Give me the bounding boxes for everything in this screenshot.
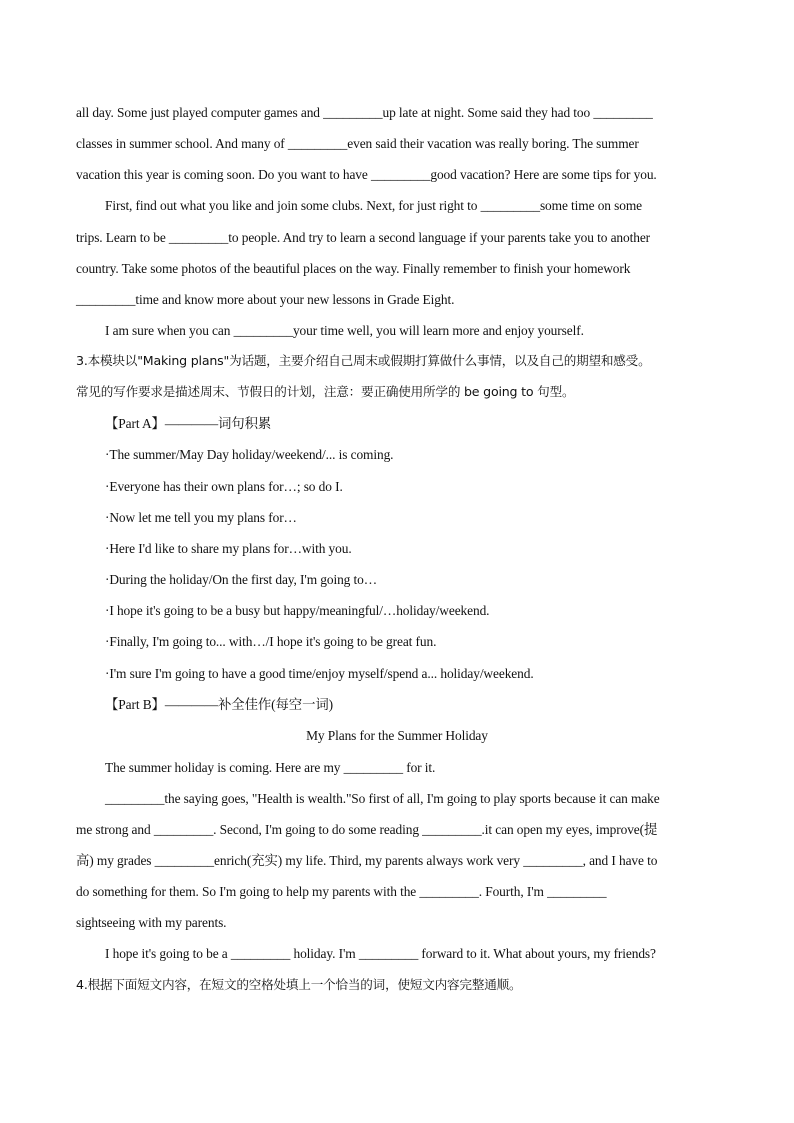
essay-line: sightseeing with my parents.	[76, 915, 227, 930]
part-a-item: ·Finally, I'm going to... with…/I hope it's going to be great fun.	[105, 634, 437, 649]
part-a-item: ·I hope it's going to be a busy but happy/meaningful/…holiday/weekend.	[105, 603, 490, 618]
essay-title: My Plans for the Summer Holiday	[306, 728, 488, 743]
essay-line: me strong and _________. Second, I'm going to do some reading _________.it can open my eyes, improve(提	[76, 822, 658, 837]
essay-line: I hope it's going to be a _________ holiday. I'm _________ forward to it. What about yours, my friends?	[105, 946, 656, 961]
passage-line: I am sure when you can _________your time well, you will learn more and enjoy yourself.	[105, 323, 584, 338]
essay-line: The summer holiday is coming. Here are my _________ for it.	[105, 760, 436, 775]
passage-line: all day. Some just played computer games and _________up late at night. Some said they had too _________	[76, 105, 653, 120]
essay-line: do something for them. So I'm going to help my parents with the _________. Fourth, I'm _________	[76, 884, 607, 899]
part-a-item: ·Now let me tell you my plans for…	[105, 510, 297, 525]
passage-line: trips. Learn to be _________to people. And try to learn a second language if your parents take you to another	[76, 230, 651, 245]
section-4-instruction: 4.根据下面短文内容，在短文的空格处填上一个恰当的词，使短文内容完整通顺。	[76, 977, 522, 992]
passage-line: First, find out what you like and join some clubs. Next, for just right to _________some time on some	[105, 198, 643, 213]
part-a-item: ·During the holiday/On the first day, I'm going to…	[105, 572, 378, 587]
part-a-item: ·Here I'd like to share my plans for…with you.	[105, 541, 352, 556]
section-3-instruction: 常见的写作要求是描述周末、节假日的计划，注意：要正确使用所学的 be going to 句型。	[76, 384, 575, 399]
section-3-instruction: 3.本模块以"Making plans"为话题，主要介绍自己周末或假期打算做什么事情，以及自己的期望和感受。	[76, 353, 651, 368]
part-b-heading: 【Part B】————补全佳作(每空一词)	[105, 697, 334, 712]
part-a-item: ·I'm sure I'm going to have a good time/enjoy myself/spend a... holiday/weekend.	[105, 666, 534, 681]
passage-line: country. Take some photos of the beautiful places on the way. Finally remember to finish your homework	[76, 261, 631, 276]
part-a-item: ·Everyone has their own plans for…; so do I.	[105, 479, 343, 494]
passage-line: _________time and know more about your new lessons in Grade Eight.	[76, 292, 455, 307]
part-a-heading: 【Part A】————词句积累	[105, 416, 272, 431]
essay-line: 高) my grades _________enrich(充实) my life. Third, my parents always work very _________, and I have to	[76, 853, 658, 868]
part-a-item: ·The summer/May Day holiday/weekend/... is coming.	[105, 447, 394, 462]
passage-line: vacation this year is coming soon. Do you want to have _________good vacation? Here are some tips for you.	[76, 167, 657, 182]
passage-line: classes in summer school. And many of _________even said their vacation was really boring. The summer	[76, 136, 639, 151]
essay-line: _________the saying goes, "Health is wealth."So first of all, I'm going to play sports because it can make	[105, 791, 660, 806]
